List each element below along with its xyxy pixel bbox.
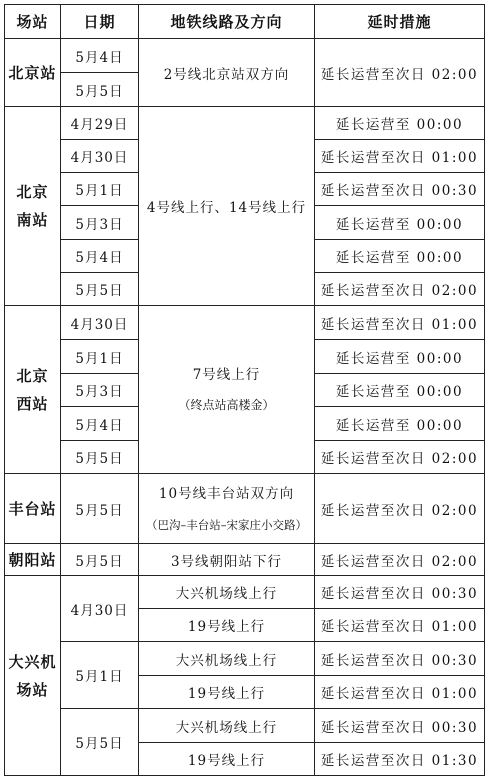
- line-note-text: （巴沟–丰台站–宋家庄小交路）: [146, 517, 307, 532]
- measure-cell: 延长运营至次日 01:00: [315, 676, 485, 709]
- table-row: [5, 576, 485, 609]
- station-label-line2: 西站: [16, 394, 49, 413]
- date-cell: 5月5日: [61, 441, 139, 474]
- line-cell: 19号线上行: [139, 743, 315, 776]
- date-cell: 4月30日: [61, 306, 139, 340]
- measure-cell: 延长运营至次日 00:30: [315, 173, 485, 206]
- measure-cell: 延长运营至 00:00: [315, 407, 485, 441]
- measure-cell: 延长运营至次日 00:30: [315, 576, 485, 609]
- measure-cell: 延长运营至次日 01:00: [315, 609, 485, 642]
- table-row: [5, 544, 485, 576]
- station-label-line1: 北京: [16, 183, 49, 201]
- line-cell: 3号线朝阳站下行: [139, 544, 315, 576]
- line-cell: [139, 474, 315, 544]
- measure-cell: 延长运营至次日 01:00: [315, 306, 485, 340]
- station-beijing-south: [5, 107, 61, 306]
- measure-cell: 延长运营至次日 01:00: [315, 140, 485, 173]
- station-fengtai: 丰台站: [5, 474, 61, 544]
- date-cell: 5月1日: [61, 340, 139, 374]
- date-cell: 5月5日: [61, 73, 139, 107]
- line-note-text: （终点站高楼金）: [178, 397, 275, 412]
- line-cell: 大兴机场线上行: [139, 576, 315, 609]
- table-row: [5, 306, 485, 340]
- date-cell: 4月30日: [61, 576, 139, 642]
- date-cell: 5月3日: [61, 206, 139, 240]
- date-cell: 5月5日: [61, 273, 139, 306]
- date-cell: 4月30日: [61, 140, 139, 173]
- metro-extension-table: [4, 4, 485, 776]
- table-row: [5, 107, 485, 140]
- measure-cell: 延长运营至次日 00:30: [315, 642, 485, 676]
- station-label-line2: 南站: [16, 211, 49, 229]
- table-row: [5, 474, 485, 544]
- line-main-text: 10号线丰台站双方向: [158, 485, 295, 502]
- date-cell: 5月1日: [61, 642, 139, 709]
- date-cell: 5月3日: [61, 374, 139, 407]
- measure-cell: 延长运营至 00:00: [315, 107, 485, 140]
- line-cell: [139, 306, 315, 474]
- measure-cell: 延长运营至次日 02:00: [315, 39, 485, 107]
- header-line: 地铁线路及方向: [139, 5, 315, 39]
- station-label-line1: 大兴机: [8, 652, 57, 671]
- measure-cell: 延长运营至 00:00: [315, 240, 485, 273]
- measure-cell: 延长运营至 00:00: [315, 206, 485, 240]
- date-cell: 5月5日: [61, 709, 139, 776]
- header-measure: 延时措施: [315, 5, 485, 39]
- date-cell: 5月4日: [61, 407, 139, 441]
- station-beijing: 北京站: [5, 39, 61, 107]
- header-station: 场站: [5, 5, 61, 39]
- date-cell: 5月4日: [61, 39, 139, 73]
- measure-cell: 延长运营至次日 02:00: [315, 273, 485, 306]
- line-cell: 19号线上行: [139, 676, 315, 709]
- table-row: [5, 642, 485, 676]
- station-beijing-west: [5, 306, 61, 474]
- station-label-line2: 场站: [16, 680, 49, 699]
- station-chaoyang: 朝阳站: [5, 544, 61, 576]
- measure-cell: 延长运营至次日 02:00: [315, 474, 485, 544]
- station-label-line1: 北京: [16, 366, 49, 385]
- header-row: [5, 5, 485, 39]
- measure-cell: 延长运营至 00:00: [315, 374, 485, 407]
- measure-cell: 延长运营至次日 02:00: [315, 544, 485, 576]
- line-cell: 4号线上行、14号线上行: [139, 107, 315, 306]
- date-cell: 5月5日: [61, 474, 139, 544]
- line-cell: 大兴机场线上行: [139, 709, 315, 743]
- table-row: [5, 709, 485, 743]
- line-cell: 2号线北京站双方向: [139, 39, 315, 107]
- date-cell: 5月5日: [61, 544, 139, 576]
- table-row: [5, 39, 485, 73]
- measure-cell: 延长运营至 00:00: [315, 340, 485, 374]
- line-main-text: 7号线上行: [192, 366, 261, 383]
- date-cell: 4月29日: [61, 107, 139, 140]
- measure-cell: 延长运营至次日 02:00: [315, 441, 485, 474]
- line-cell: 19号线上行: [139, 609, 315, 642]
- station-daxing-airport: [5, 576, 61, 776]
- header-date: 日期: [61, 5, 139, 39]
- measure-cell: 延长运营至次日 01:30: [315, 743, 485, 776]
- date-cell: 5月4日: [61, 240, 139, 273]
- date-cell: 5月1日: [61, 173, 139, 206]
- line-cell: 大兴机场线上行: [139, 642, 315, 676]
- measure-cell: 延长运营至次日 00:30: [315, 709, 485, 743]
